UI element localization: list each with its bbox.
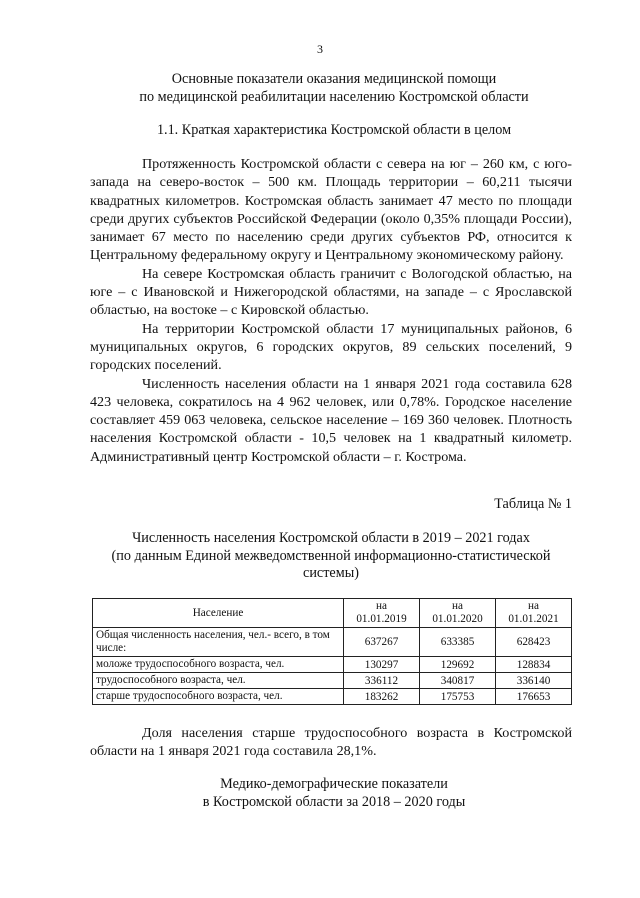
header-cell-date [420, 599, 496, 628]
table-row [93, 673, 572, 689]
cell-value: 130297 [344, 657, 420, 673]
cell-value: 336112 [344, 673, 420, 689]
body-text [90, 155, 572, 466]
document-title-line: Основные показатели оказания медицинской помощи [171, 71, 497, 87]
cell-value: 175753 [420, 689, 496, 705]
next-section-title-line: в Костромской области за 2018 – 2020 годы [202, 794, 466, 810]
table-label: Таблица № 1 [494, 496, 572, 512]
table-header-row [93, 599, 572, 628]
paragraph: Численность населения области на 1 января 2021 года составила 628 423 человека, сократилось на 4 962 человек, или 0,78%. Городское население составляет 459 063 человека, сельское население – 169 360 человек. Плотность населения Костромской области - 10,5 человек на 1 квадратный километр. Административный центр Костромской области – г. Кострома. [90, 375, 572, 465]
paragraph: Протяженность Костромской области с севера на юг – 260 км, с юго-запада на северо-восток – 500 км. Площадь территории – 60,211 тысячи квадратных километров. Костромская область занимает 47 место по площади среди других субъектов Российской Федерации (около 0,35% площади России), занимает 67 место по населению среди других субъектов РФ, относится к Центральному федеральному округу и Центральному экономическому району. [90, 156, 572, 264]
row-label: Общая численность населения, чел.- всего, в том числе: [93, 628, 344, 657]
cell-value: 628423 [496, 628, 572, 657]
header-line: 01.01.2020 [432, 613, 483, 625]
cell-value: 340817 [420, 673, 496, 689]
cell-value: 176653 [496, 689, 572, 705]
table-caption-line: (по данным Единой межведомственной информационно-статистической [111, 547, 551, 564]
population-table [92, 598, 572, 705]
cell-value: 637267 [344, 628, 420, 657]
row-label: моложе трудоспособного возраста, чел. [93, 657, 344, 673]
header-line: на [452, 600, 463, 612]
table-row [93, 689, 572, 705]
header-line: 01.01.2021 [508, 613, 559, 625]
header-line: на [376, 600, 387, 612]
cell-value: 633385 [420, 628, 496, 657]
header-line: на [528, 600, 539, 612]
page-number: 3 [317, 42, 323, 56]
paragraph: На территории Костромской области 17 муниципальных районов, 6 муниципальных округов, 6 городских округов, 89 сельских поселений, 9 городских поселений. [90, 320, 572, 374]
cell-value: 128834 [496, 657, 572, 673]
document-title [60, 70, 608, 106]
paragraph: Доля населения старше трудоспособного возраста в Костромской области на 1 января 2021 года составила 28,1%. [90, 725, 572, 760]
table-row [93, 657, 572, 673]
row-label: старше трудоспособного возраста, чел. [93, 689, 344, 705]
cell-value: 129692 [420, 657, 496, 673]
table-row [93, 628, 572, 657]
header-cell-date [344, 599, 420, 628]
cell-value: 183262 [344, 689, 420, 705]
post-table-text [90, 724, 572, 761]
table-caption-line: системы) [303, 565, 359, 581]
section-title: 1.1. Краткая характеристика Костромской области в целом [156, 122, 512, 138]
document-title-line: по медицинской реабилитации населению Костромской области [139, 89, 529, 105]
table-caption-line: Численность населения Костромской области в 2019 – 2021 годах [132, 530, 530, 546]
table-caption [90, 530, 572, 583]
row-label: трудоспособного возраста, чел. [93, 673, 344, 689]
header-cell-population: Население [93, 599, 344, 628]
header-line: 01.01.2019 [356, 613, 407, 625]
paragraph: На севере Костромская область граничит с Вологодской областью, на юге – с Ивановской и Нижегородской областями, на западе – с Ярославской областью, на востоке – с Кировской областью. [90, 265, 572, 319]
next-section-title [60, 775, 608, 811]
header-cell-date [496, 599, 572, 628]
next-section-title-line: Медико-демографические показатели [220, 776, 448, 792]
cell-value: 336140 [496, 673, 572, 689]
